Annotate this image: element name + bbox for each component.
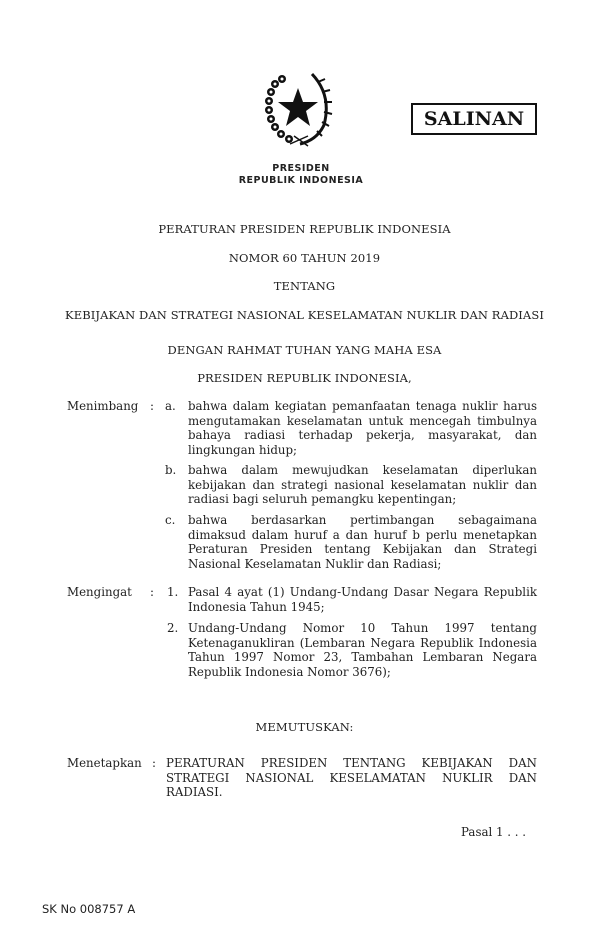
menetapkan-label: Menetapkan xyxy=(67,756,142,770)
menimbang-colon: : xyxy=(150,399,154,413)
invocation: DENGAN RAHMAT TUHAN YANG MAHA ESA xyxy=(167,343,442,357)
mengingat-colon: : xyxy=(150,585,154,599)
salinan-stamp: SALINAN xyxy=(411,103,537,135)
letterhead-line-1: PRESIDEN xyxy=(272,163,330,174)
regulation-subject: KEBIJAKAN DAN STRATEGI NASIONAL KESELAMATAN NUKLIR DAN RADIASI xyxy=(65,308,544,322)
regulation-title: PERATURAN PRESIDEN REPUBLIK INDONESIA xyxy=(158,222,451,236)
item-marker: 2. xyxy=(167,621,179,635)
mengingat-label: Mengingat xyxy=(67,585,132,599)
next-page-reference: Pasal 1 . . . xyxy=(461,825,527,839)
item-marker: a. xyxy=(165,399,176,413)
menetapkan-text: PERATURAN PRESIDEN TENTANG KEBIJAKAN DAN STRATEGI NASIONAL KESELAMATAN NUKLIR DAN RADIASI. xyxy=(166,756,537,800)
letterhead-line-2: REPUBLIK INDONESIA xyxy=(238,175,364,186)
regulation-number: NOMOR 60 TAHUN 2019 xyxy=(228,251,381,265)
item-marker: c. xyxy=(165,513,176,527)
item-marker: b. xyxy=(165,463,177,477)
about-label: TENTANG xyxy=(273,279,336,293)
footer-code: SK No 008757 A xyxy=(42,902,136,916)
menimbang-item-b: bahwa dalam mewujudkan keselamatan diperlukan kebijakan dan strategi nasional keselamatan nuklir dan radiasi bagi seluruh pemangku kepentingan; xyxy=(188,463,537,507)
memutuskan-heading: MEMUTUSKAN: xyxy=(255,720,354,734)
authority: PRESIDEN REPUBLIK INDONESIA, xyxy=(197,371,412,385)
menetapkan-colon: : xyxy=(152,756,156,770)
mengingat-item-1: Pasal 4 ayat (1) Undang-Undang Dasar Negara Republik Indonesia Tahun 1945; xyxy=(188,585,537,614)
menimbang-item-a: bahwa dalam kegiatan pemanfaatan tenaga nuklir harus mengutamakan keselamatan untuk mencegah timbulnya bahaya radiasi terhadap pekerja, masyarakat, dan lingkungan hidup; xyxy=(188,399,537,457)
menimbang-item-c: bahwa berdasarkan pertimbangan sebagaimana dimaksud dalam huruf a dan huruf b perlu menetapkan Peraturan Presiden tentang Kebijakan dan Strategi Nasional Keselamatan Nuklir dan Radiasi; xyxy=(188,513,537,571)
state-emblem-icon xyxy=(262,70,334,150)
mengingat-item-2: Undang-Undang Nomor 10 Tahun 1997 tentang Ketenaganukliran (Lembaran Negara Republik Indonesia Tahun 1997 Nomor 23, Tambahan Lembaran Negara Republik Indonesia Nomor 3676); xyxy=(188,621,537,679)
menimbang-label: Menimbang xyxy=(67,399,139,413)
item-marker: 1. xyxy=(167,585,179,599)
